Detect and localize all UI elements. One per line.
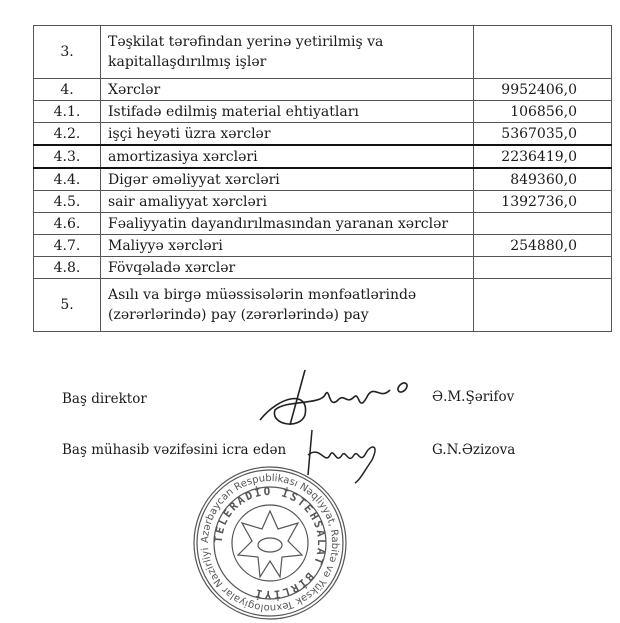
row-value: 254880,0 (474, 235, 612, 257)
table-row (34, 101, 612, 123)
table-row (34, 279, 612, 332)
row-value (474, 279, 612, 332)
svg-text:Azərbaycan Respublikası Nəqliy: Azərbaycan Respublikası Nəqliyyat, Rabitə və Yüksək Texnologiyalar Nazirliyi (199, 472, 341, 614)
row-label: amortizasiya xərcləri (101, 145, 474, 168)
table-row (34, 257, 612, 279)
row-number: 4.1. (34, 101, 101, 123)
table-row (34, 213, 612, 235)
table-row (34, 145, 612, 168)
table-row (34, 191, 612, 213)
row-value: 2236419,0 (474, 145, 612, 168)
row-label: Xərclər (101, 79, 474, 101)
row-value: 849360,0 (474, 168, 612, 191)
row-label: Fəaliyyatin dayandırılmasından yaranan xərclər (101, 213, 474, 235)
svg-text:TELERADİO İSTEHSALAT BİRLİYİ: TELERADİO İSTEHSALAT BİRLİYİ (211, 484, 329, 602)
row-number: 4.7. (34, 235, 101, 257)
table-row (34, 26, 612, 79)
row-label: sair amaliyyat xərcləri (101, 191, 474, 213)
row-label: Asılı va birgə müəssisələrin mənfəatlərində (zərərlərində) pay (zərərlərində) pay (101, 279, 474, 332)
row-value: 1392736,0 (474, 191, 612, 213)
row-number: 3. (34, 26, 101, 79)
table-row (34, 123, 612, 146)
row-number: 5. (34, 279, 101, 332)
director-name: Ə.M.Şərifov (432, 389, 515, 405)
row-label: Digər əməliyyat xərcləri (101, 168, 474, 191)
table-row (34, 235, 612, 257)
row-label: Fövqəladə xərclər (101, 257, 474, 279)
accountant-name: G.N.Əzizova (432, 442, 516, 458)
expenses-table (33, 25, 612, 332)
row-value: 106856,0 (474, 101, 612, 123)
official-stamp (190, 463, 350, 623)
row-number: 4.6. (34, 213, 101, 235)
row-number: 4.2. (34, 123, 101, 146)
row-number: 4. (34, 79, 101, 101)
accountant-title: Baş mühasib vəzifəsini icra edən (62, 442, 287, 458)
row-number: 4.5. (34, 191, 101, 213)
row-label: işçi heyəti üzra xərclər (101, 123, 474, 146)
row-value: 9952406,0 (474, 79, 612, 101)
table-row (34, 168, 612, 191)
row-number: 4.8. (34, 257, 101, 279)
row-label: Təşkilat tərəfindan yerinə yetirilmiş va kapitallaşdırılmış işlər (101, 26, 474, 79)
row-number: 4.4. (34, 168, 101, 191)
row-number: 4.3. (34, 145, 101, 168)
director-title: Baş direktor (62, 391, 147, 407)
row-label: Maliyyə xərcləri (101, 235, 474, 257)
table-row (34, 79, 612, 101)
row-value: 5367035,0 (474, 123, 612, 146)
row-value (474, 213, 612, 235)
row-value (474, 26, 612, 79)
row-value (474, 257, 612, 279)
row-label: Istifadə edilmiş material ehtiyatları (101, 101, 474, 123)
